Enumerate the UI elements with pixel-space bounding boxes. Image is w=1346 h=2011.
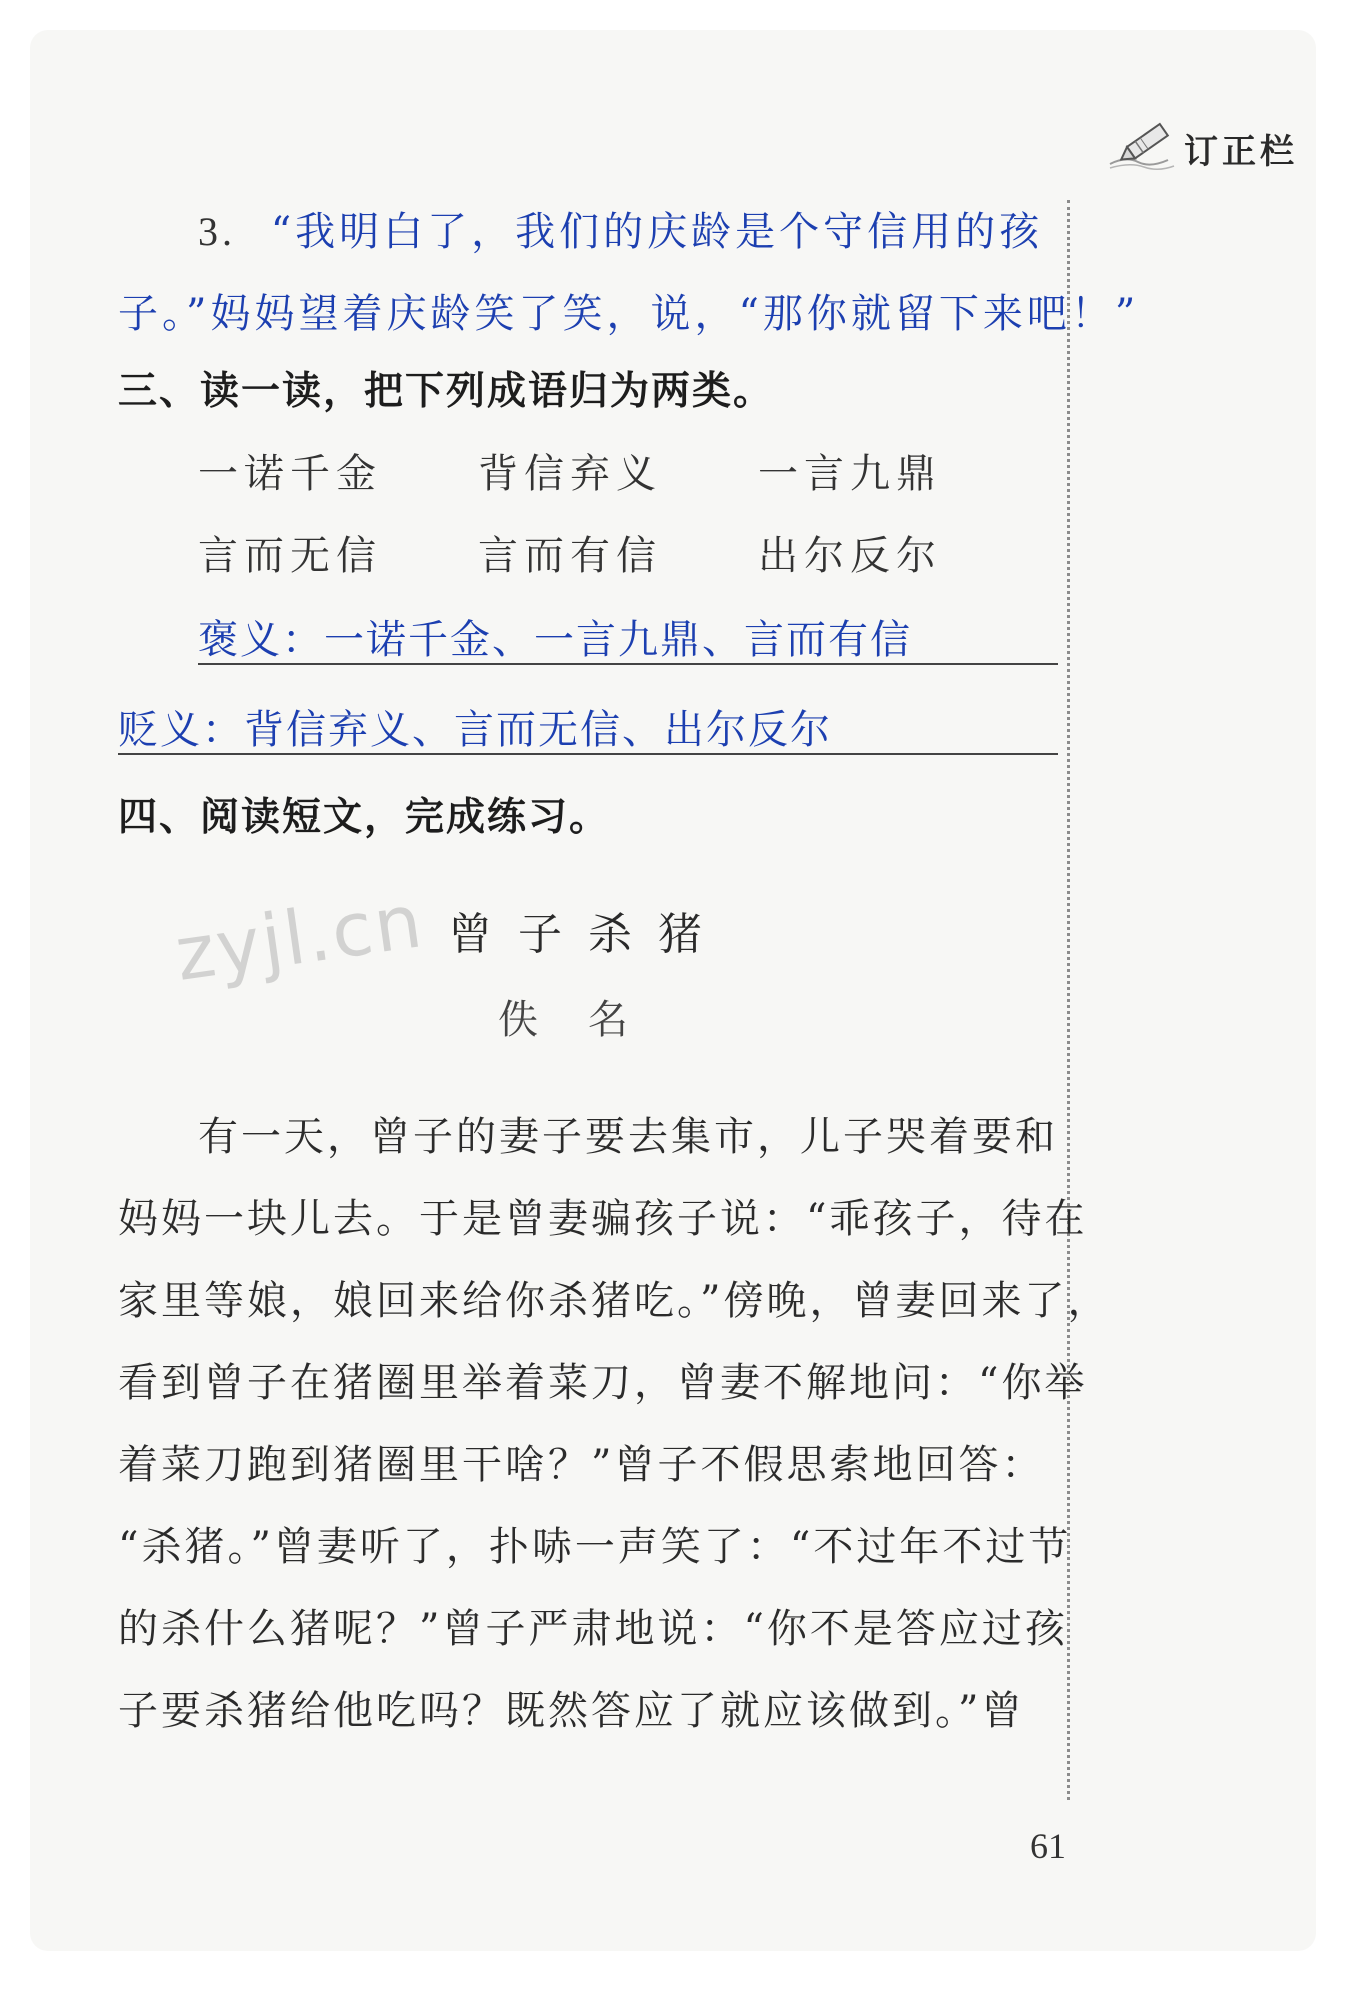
story-line-7: 的杀什么猪呢？”曾子严肃地说：“你不是答应过孩 (118, 1606, 1068, 1652)
idiom-3: 一言九鼎 (758, 451, 942, 497)
workbook-page (30, 30, 1316, 1951)
story-author: 佚名 (498, 997, 678, 1043)
story-line-4: 看到曾子在猪圈里举着菜刀，曾妻不解地问：“你举 (118, 1360, 1088, 1406)
answer-negative: 贬义：背信弃义、言而无信、出尔反尔 (118, 707, 832, 753)
idiom-6: 出尔反尔 (758, 533, 942, 579)
story-line-8: 子要杀猪给他吃吗？既然答应了就应该做到。”曾 (118, 1688, 1025, 1734)
story-line-1: 有一天，曾子的妻子要去集市，儿子哭着要和 (198, 1114, 1058, 1160)
answer-line-positive (198, 663, 1058, 665)
answer-positive: 褒义：一诺千金、一言九鼎、言而有信 (198, 617, 912, 663)
watermark: zyjl.cn (170, 878, 429, 998)
story-line-2: 妈妈一块儿去。于是曾妻骗孩子说：“乖孩子，待在 (118, 1196, 1088, 1242)
idiom-4: 言而无信 (198, 533, 382, 579)
pencil-icon (1108, 120, 1178, 176)
story-line-6: “杀猪。”曾妻听了，扑哧一声笑了：“不过年不过节 (118, 1524, 1072, 1570)
idiom-1: 一诺千金 (198, 451, 382, 497)
story-line-3: 家里等娘，娘回来给你杀猪吃。”傍晚，曾妻回来了， (118, 1278, 1111, 1324)
idiom-2: 背信弃义 (478, 451, 662, 497)
page-number: 61 (1030, 1826, 1066, 1866)
story-title: 曾子杀猪 (448, 909, 728, 960)
section4-title: 四、阅读短文，完成练习。 (118, 795, 611, 840)
idiom-5: 言而有信 (478, 533, 662, 579)
correction-column-header (1108, 120, 1298, 176)
answer-line-negative (118, 753, 1058, 755)
question3-answer-line1: “我明白了，我们的庆龄是个守信用的孩 (270, 209, 1044, 255)
story-line-5: 着菜刀跑到猪圈里干啥？”曾子不假思索地回答： (118, 1442, 1045, 1488)
question3-answer-line2: 子。”妈妈望着庆龄笑了笑，说，“那你就留下来吧！” (118, 291, 1140, 337)
correction-column-label: 订正栏 (1184, 131, 1298, 172)
question3-number: 3. (198, 209, 236, 254)
section3-title: 三、读一读，把下列成语归为两类。 (118, 369, 775, 414)
question3-line1 (198, 200, 1043, 257)
